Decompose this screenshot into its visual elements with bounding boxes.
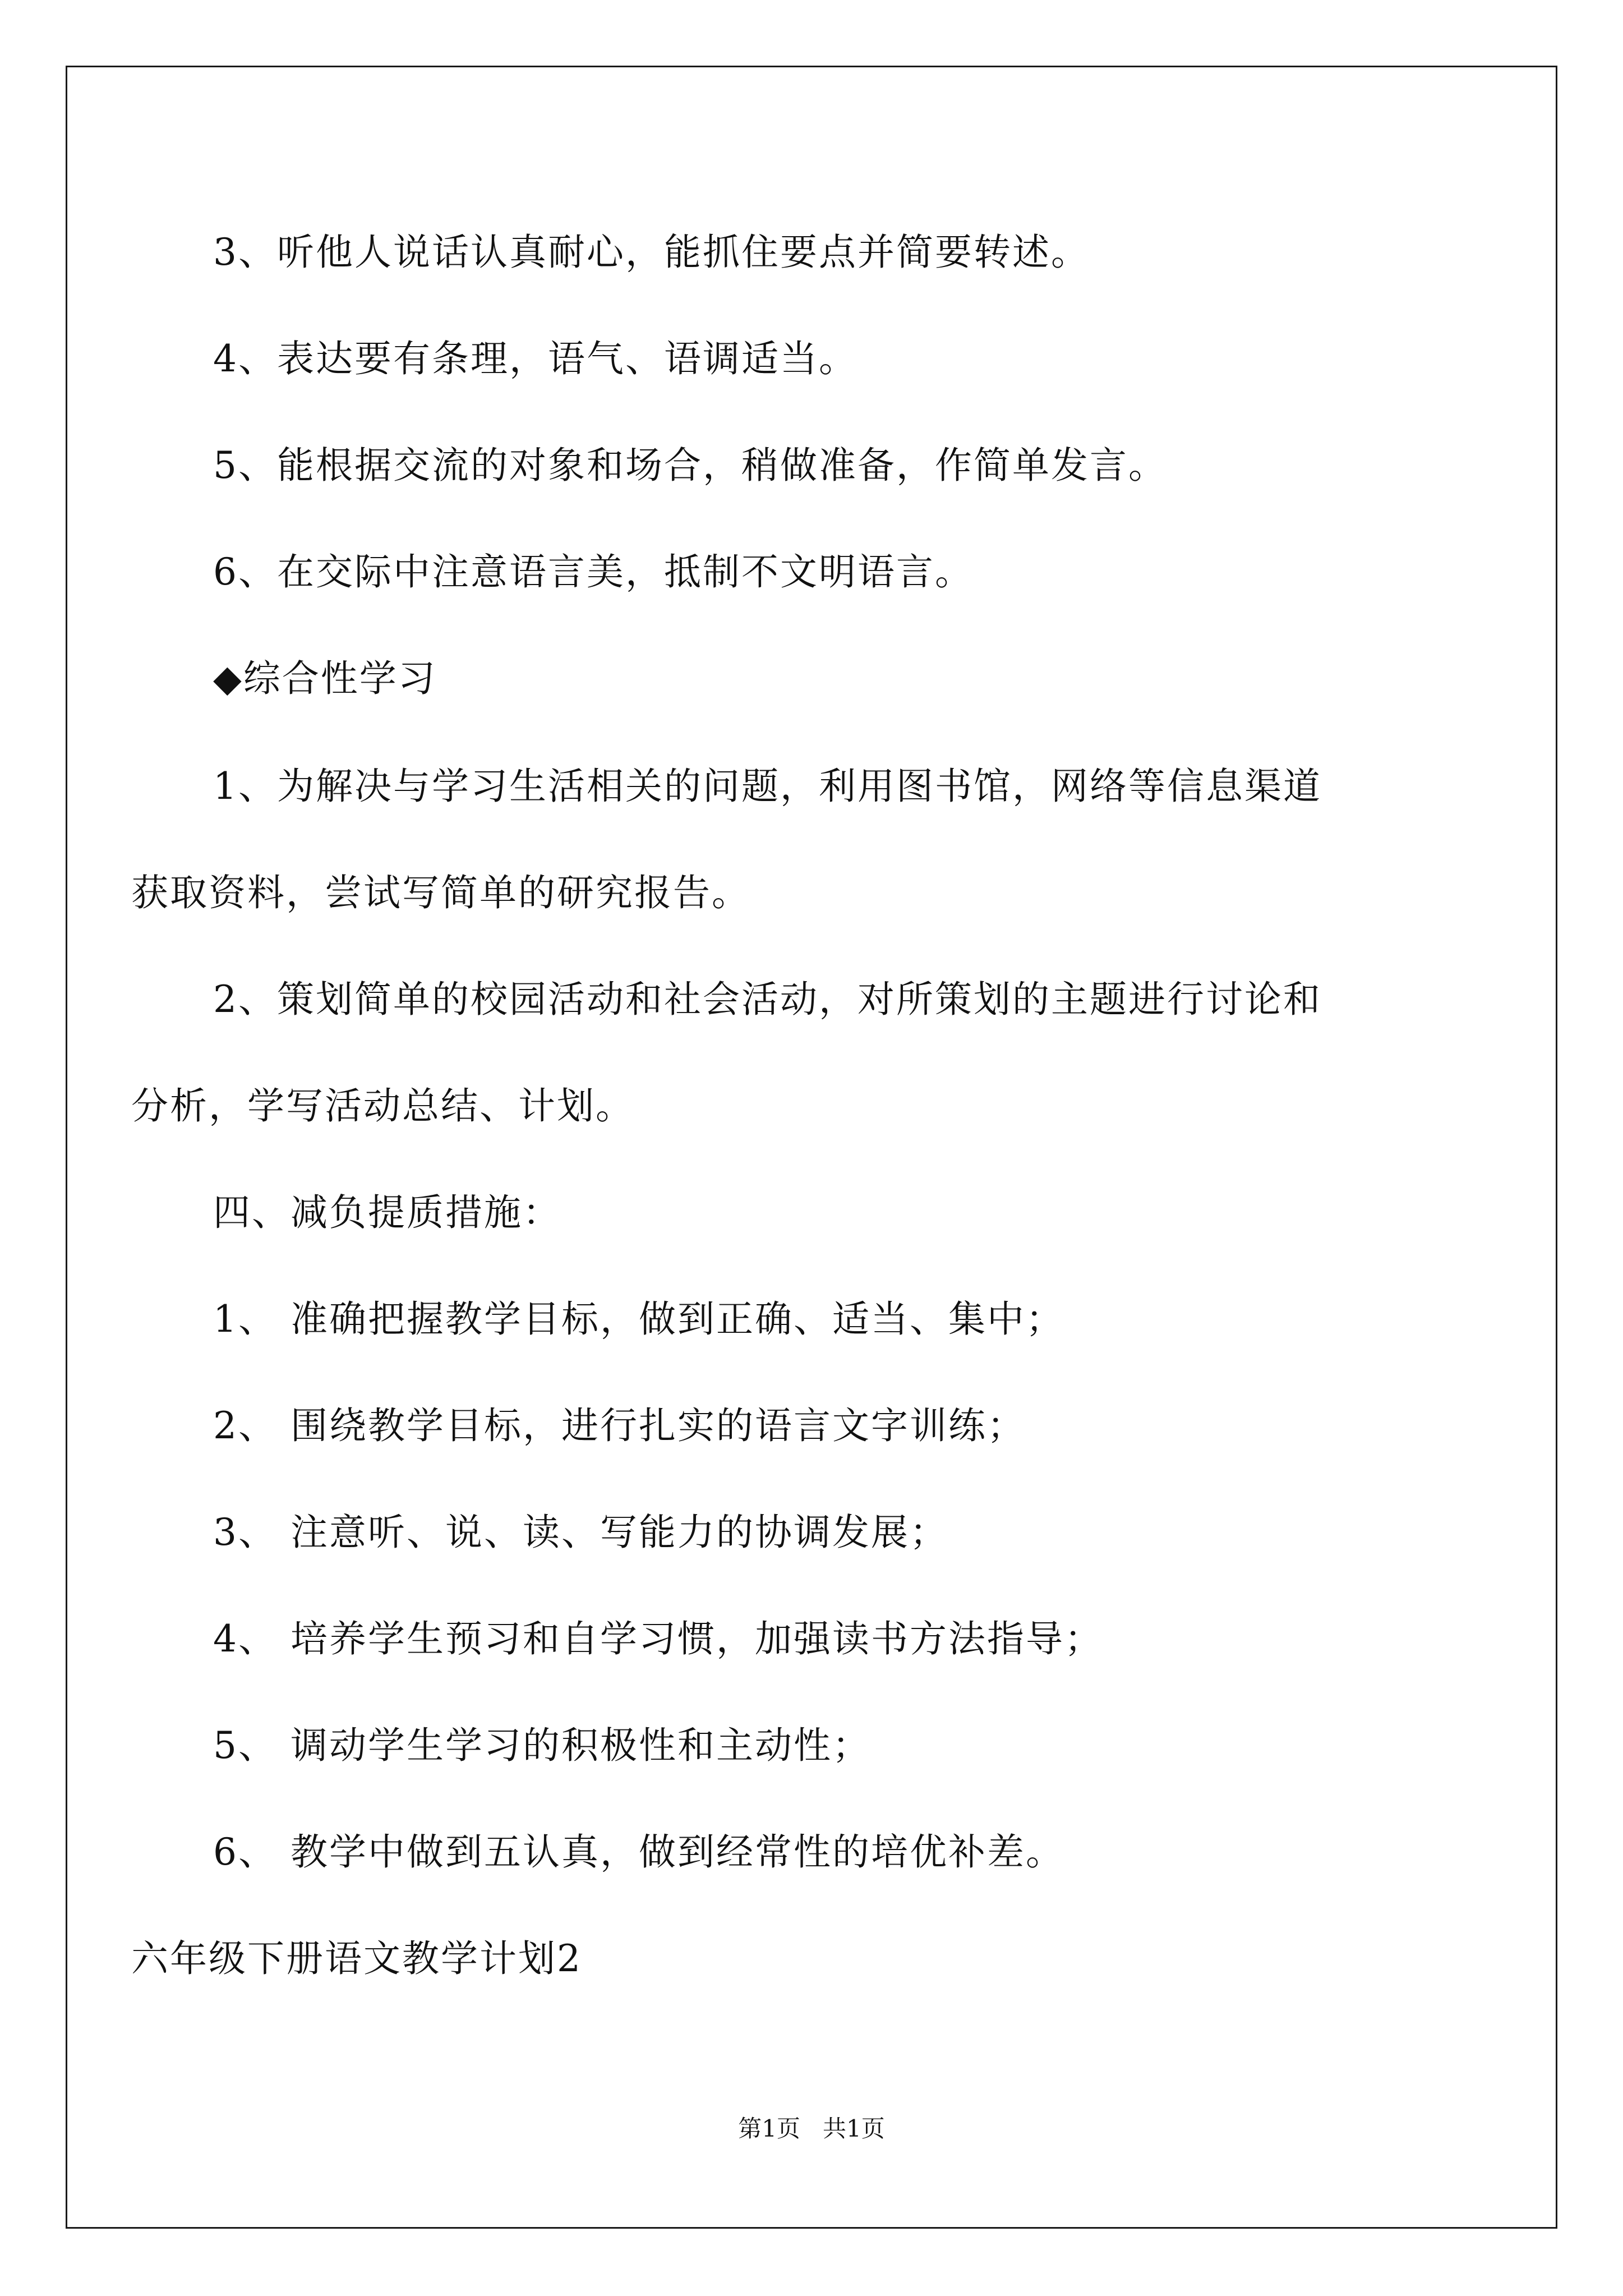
text-line: 3、听他人说话认真耐心，能抓住要点并简要转述。 [213, 231, 1090, 274]
text-line: 4、表达要有条理，语气、语调适当。 [213, 337, 857, 380]
text-line: 6、在交际中注意语言美，抵制不文明语言。 [213, 550, 974, 593]
text-line: 分析，学写活动总结、计划。 [131, 1084, 634, 1128]
section-heading: ◆综合性学习 [213, 657, 437, 700]
page-number: 第1页 [738, 2115, 800, 2142]
list-item: 4、 培养学生预习和自学习惯，加强读书方法指导； [213, 1617, 1103, 1660]
text-line: 获取资料，尝试写简单的研究报告。 [131, 871, 750, 914]
text-line: 2、策划简单的校园活动和社会活动，对所策划的主题进行讨论和 [213, 978, 1322, 1021]
list-item: 1、 准确把握教学目标，做到正确、适当、集中； [213, 1297, 1064, 1341]
document-title: 六年级下册语文教学计划2 [131, 1937, 582, 1980]
text-line: 1、为解决与学习生活相关的问题，利用图书馆，网络等信息渠道 [213, 765, 1322, 808]
page-footer [0, 2115, 1623, 2143]
section-heading: 四、减负提质措施： [213, 1191, 561, 1234]
list-item: 6、 教学中做到五认真，做到经常性的培优补差。 [213, 1830, 1064, 1874]
page-total: 共1页 [823, 2115, 885, 2142]
list-item: 3、 注意听、说、读、写能力的协调发展； [213, 1511, 948, 1554]
list-item: 5、 调动学生学习的积极性和主动性； [213, 1724, 871, 1767]
list-item: 2、 围绕教学目标，进行扎实的语言文字训练； [213, 1404, 1026, 1447]
text-line: 5、能根据交流的对象和场合，稍做准备，作简单发言。 [213, 444, 1167, 487]
